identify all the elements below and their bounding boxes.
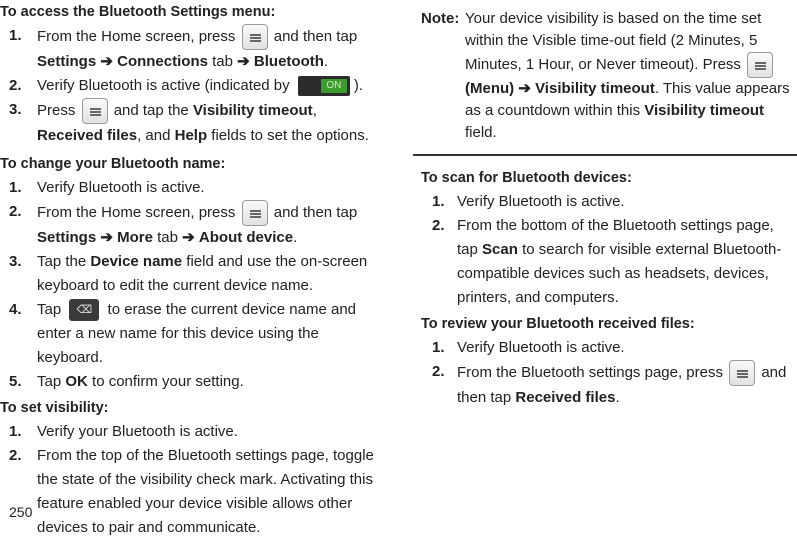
step-number: 2. [432, 363, 445, 380]
step-text: tab [157, 229, 178, 246]
change-step-1 [0, 176, 382, 200]
step-number: 2. [9, 77, 22, 94]
step-number: 2. [9, 447, 22, 464]
step-number: 1. [9, 27, 22, 44]
step-number: 2. [9, 203, 22, 220]
punctuation: ). [353, 77, 363, 94]
arrow-icon: ➔ [100, 53, 113, 70]
received-files-label: Received files [37, 127, 138, 144]
step-text: to erase the current device name and enter a new name for this device using the keyboard. [37, 301, 357, 366]
scan-step-1 [413, 190, 797, 214]
step-text: and tap the [113, 101, 189, 119]
access-heading: To access the Bluetooth Settings menu: [0, 4, 276, 20]
step-text: Press [37, 101, 76, 119]
punctuation: , [312, 101, 317, 119]
step-number: 4. [9, 301, 22, 318]
visibility-step-1 [0, 420, 382, 444]
step-text: field and use the on-screen keyboard to edit the current device name. [37, 253, 368, 294]
step-text: Verify your Bluetooth is active. [37, 423, 238, 440]
menu-key-icon [747, 52, 773, 78]
change-step-4 [0, 298, 382, 370]
scan-heading: To scan for Bluetooth devices: [421, 170, 632, 186]
menu-key-icon [82, 98, 108, 124]
menu-key-icon [729, 360, 755, 386]
help-label: Help [174, 127, 208, 144]
visibility-heading: To set visibility: [0, 400, 109, 416]
access-step-1 [0, 24, 382, 74]
received-files-label: Received files [515, 389, 616, 406]
step-number: 5. [9, 373, 22, 390]
step-number: 1. [9, 423, 22, 440]
step-text: Verify Bluetooth is active. [457, 339, 625, 356]
step-text: to confirm your setting. [92, 373, 244, 390]
scan-step-2 [413, 214, 797, 310]
ok-label: OK [65, 373, 88, 390]
arrow-icon: ➔ [182, 229, 195, 246]
change-heading: To change your Bluetooth name: [0, 156, 226, 172]
right-column [413, 0, 797, 410]
step-text: to search for visible external Bluetooth-compatible devices such as headsets, devices, printers, and computers. [457, 241, 782, 306]
step-text: From the Bluetooth settings page, press [457, 363, 723, 381]
step-number: 3. [9, 101, 22, 118]
punctuation: . [293, 229, 298, 246]
note-label: Note: [421, 10, 460, 27]
step-text: , and [137, 127, 171, 144]
step-text: tab [212, 53, 233, 70]
change-step-5 [0, 370, 382, 394]
note-text [421, 8, 793, 144]
step-text: and then tap [457, 363, 787, 406]
menu-key-icon [242, 200, 268, 226]
note-text-part: . This value appears as a countdown within this [465, 80, 790, 119]
device-name-label: Device name [90, 253, 183, 270]
step-number: 1. [432, 193, 445, 210]
arrow-icon: ➔ [237, 53, 250, 70]
note-box [413, 0, 797, 156]
change-step-3 [0, 250, 382, 298]
step-text: and then tap [273, 203, 358, 221]
change-step-2 [0, 200, 382, 250]
step-number: 1. [9, 179, 22, 196]
access-step-3 [0, 98, 382, 148]
review-step-2 [413, 360, 797, 410]
step-text: From the bottom of the Bluetooth settings page, tap [457, 217, 774, 258]
about-device-label: About device [198, 229, 294, 246]
step-text: and then tap [273, 27, 358, 45]
access-step-2 [0, 74, 382, 98]
step-text: Verify Bluetooth is active. [37, 179, 205, 196]
bluetooth-label: Bluetooth [253, 53, 324, 70]
punctuation: . [323, 53, 329, 70]
note-text-part: field. [465, 124, 497, 141]
step-text: From the Home screen, press [37, 203, 236, 221]
bluetooth-toggle-icon [298, 76, 350, 96]
arrow-icon: ➔ [518, 80, 531, 97]
step-number: 1. [432, 339, 445, 356]
backspace-key-icon: ⌫ [69, 299, 99, 321]
step-text: Tap [37, 301, 62, 318]
step-text: Tap [37, 373, 62, 390]
step-text: Verify Bluetooth is active. [457, 193, 625, 210]
step-text: From the top of the Bluetooth settings page, toggle the state of the visibility check mark. Activating this feature enabled your device visible allows other devices to pair and communicate. [37, 447, 374, 536]
step-text: Verify Bluetooth is active (indicated by [37, 77, 290, 94]
review-step-1 [413, 336, 797, 360]
review-heading: To review your Bluetooth received files: [421, 316, 695, 332]
arrow-icon: ➔ [100, 229, 113, 246]
page-number: 250 [9, 504, 33, 520]
settings-label: Settings [37, 229, 97, 246]
visibility-timeout-label: Visibility timeout [644, 102, 765, 119]
visibility-timeout-label: Visibility timeout [535, 80, 655, 97]
menu-label: (Menu) [465, 80, 515, 97]
step-text: Tap the [37, 253, 87, 270]
connections-label: Connections [117, 53, 208, 70]
menu-key-icon [242, 24, 268, 50]
punctuation: . [615, 389, 620, 406]
step-number: 2. [432, 217, 445, 234]
step-text: fields to set the options. [211, 127, 369, 144]
scan-label: Scan [482, 241, 518, 258]
more-label: More [117, 229, 153, 246]
step-number: 3. [9, 253, 22, 270]
note-text-part: Your device visibility is based on the time set within the Visible time-out field (2 Minutes, 5 Minutes, 1 Hour, or Never timeout). Press [465, 10, 762, 73]
left-column [0, 0, 382, 540]
settings-label: Settings [37, 53, 97, 70]
toggle-on-label: ON [321, 79, 347, 93]
visibility-timeout-label: Visibility timeout [192, 101, 313, 119]
step-text: From the Home screen, press [37, 27, 236, 45]
